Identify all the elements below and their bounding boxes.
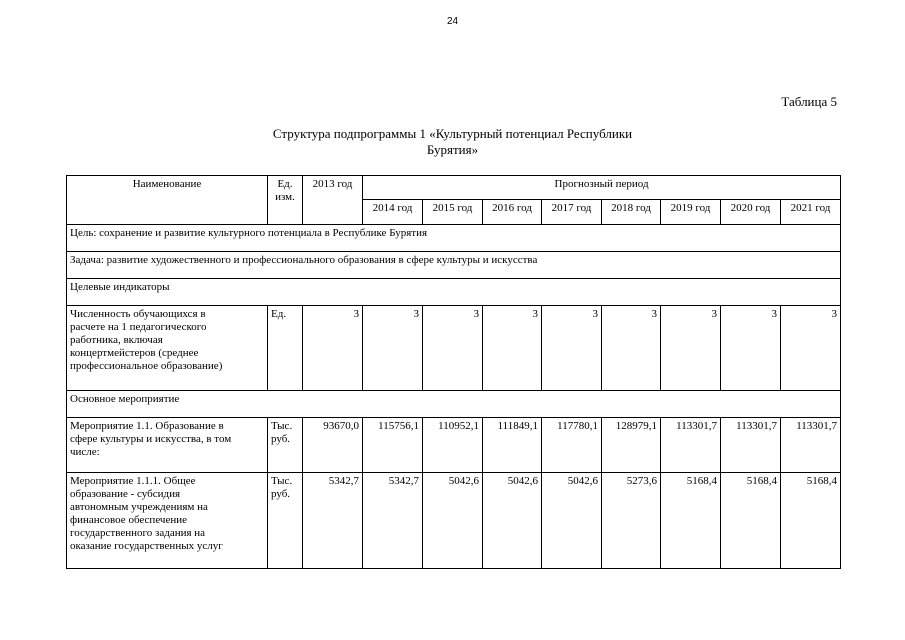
header-year: 2019 год bbox=[661, 200, 721, 225]
indicator-value: 3 bbox=[781, 306, 841, 391]
unit-line-1: Тыс. bbox=[271, 475, 293, 487]
activity-1-1-1-name bbox=[67, 473, 268, 569]
activity-1-1-value: 110952,1 bbox=[423, 418, 483, 473]
header-year: 2016 год bbox=[483, 200, 542, 225]
indicator-name-line: расчете на 1 педагогического bbox=[70, 321, 207, 333]
unit-line-2: руб. bbox=[271, 433, 291, 445]
main-activity-row bbox=[67, 391, 841, 418]
indicator-value: 3 bbox=[483, 306, 542, 391]
page-number: 24 bbox=[446, 16, 459, 27]
goal-row bbox=[67, 225, 841, 252]
header-unit bbox=[268, 176, 303, 225]
activity-1-1-1-value: 5042,6 bbox=[542, 473, 602, 569]
activity-1-1-1-value: 5042,6 bbox=[423, 473, 483, 569]
header-year: 2018 год bbox=[602, 200, 661, 225]
indicator-value: 3 bbox=[721, 306, 781, 391]
indicator-name-line: профессиональное образование) bbox=[70, 360, 223, 372]
indicator-name-line: работника, включая bbox=[70, 334, 163, 346]
activity-1-1-value: 128979,1 bbox=[602, 418, 661, 473]
activity-1-1-value: 93670,0 bbox=[303, 418, 363, 473]
structure-table bbox=[66, 175, 841, 569]
header-year: 2014 год bbox=[363, 200, 423, 225]
header-year: 2021 год bbox=[781, 200, 841, 225]
header-unit-line-2: изм. bbox=[275, 191, 295, 203]
unit-line-2: руб. bbox=[271, 488, 291, 500]
header-year: 2015 год bbox=[423, 200, 483, 225]
table-label: Таблица 5 bbox=[781, 94, 837, 109]
task-row bbox=[67, 252, 841, 279]
indicator-row bbox=[67, 306, 841, 391]
header-name: Наименование bbox=[67, 176, 268, 225]
activity-1-1-row bbox=[67, 418, 841, 473]
activity-1-1-1-value: 5342,7 bbox=[363, 473, 423, 569]
document-title bbox=[0, 126, 905, 158]
unit-line-1: Тыс. bbox=[271, 420, 293, 432]
header-base-year: 2013 год bbox=[303, 176, 363, 225]
activity-1-1-1-value: 5273,6 bbox=[602, 473, 661, 569]
activity-name-line: финансовое обеспечение bbox=[70, 514, 187, 526]
activity-1-1-value: 111849,1 bbox=[483, 418, 542, 473]
activity-name-line: Мероприятие 1.1.1. Общее bbox=[70, 475, 196, 487]
indicator-value: 3 bbox=[303, 306, 363, 391]
indicator-unit: Ед. bbox=[268, 306, 303, 391]
activity-1-1-1-value: 5342,7 bbox=[303, 473, 363, 569]
indicator-value: 3 bbox=[423, 306, 483, 391]
activity-1-1-1-value: 5168,4 bbox=[721, 473, 781, 569]
header-year: 2017 год bbox=[542, 200, 602, 225]
title-line-2: Бурятия» bbox=[426, 142, 479, 157]
activity-1-1-1-value: 5042,6 bbox=[483, 473, 542, 569]
indicator-value: 3 bbox=[542, 306, 602, 391]
activity-1-1-value: 113301,7 bbox=[661, 418, 721, 473]
activity-1-1-value: 113301,7 bbox=[721, 418, 781, 473]
indicator-name-line: Численность обучающихся в bbox=[70, 308, 206, 320]
activity-name-line: Мероприятие 1.1. Образование в bbox=[70, 420, 224, 432]
task-text: Задача: развитие художественного и профессионального образования в сфере культуры и искусства bbox=[67, 252, 841, 279]
title-line-1: Структура подпрограммы 1 «Культурный потенциал Республики bbox=[272, 126, 633, 141]
activity-name-line: образование - субсидия bbox=[70, 488, 181, 500]
header-row-1 bbox=[67, 176, 841, 200]
header-unit-line-1: Ед. bbox=[277, 178, 293, 190]
activity-name-line: государственного задания на bbox=[70, 527, 206, 539]
activity-1-1-value: 117780,1 bbox=[542, 418, 602, 473]
main-activity-heading: Основное мероприятие bbox=[67, 391, 841, 418]
activity-1-1-name bbox=[67, 418, 268, 473]
goal-text: Цель: сохранение и развитие культурного потенциала в Республике Бурятия bbox=[67, 225, 841, 252]
activity-name-line: числе: bbox=[70, 446, 100, 458]
activity-name-line: автономным учреждениям на bbox=[70, 501, 208, 513]
activity-1-1-1-unit bbox=[268, 473, 303, 569]
indicator-value: 3 bbox=[661, 306, 721, 391]
activity-1-1-1-row bbox=[67, 473, 841, 569]
activity-1-1-unit bbox=[268, 418, 303, 473]
header-year: 2020 год bbox=[721, 200, 781, 225]
indicator-name bbox=[67, 306, 268, 391]
indicator-value: 3 bbox=[363, 306, 423, 391]
header-forecast-period: Прогнозный период bbox=[363, 176, 841, 200]
activity-1-1-value: 113301,7 bbox=[781, 418, 841, 473]
activity-name-line: сфере культуры и искусства, в том bbox=[70, 433, 232, 445]
indicators-heading-row bbox=[67, 279, 841, 306]
activity-1-1-1-value: 5168,4 bbox=[661, 473, 721, 569]
activity-1-1-value: 115756,1 bbox=[363, 418, 423, 473]
activity-name-line: оказание государственных услуг bbox=[70, 540, 223, 552]
activity-1-1-1-value: 5168,4 bbox=[781, 473, 841, 569]
indicators-heading: Целевые индикаторы bbox=[67, 279, 841, 306]
indicator-value: 3 bbox=[602, 306, 661, 391]
indicator-name-line: концертмейстеров (среднее bbox=[70, 347, 199, 359]
